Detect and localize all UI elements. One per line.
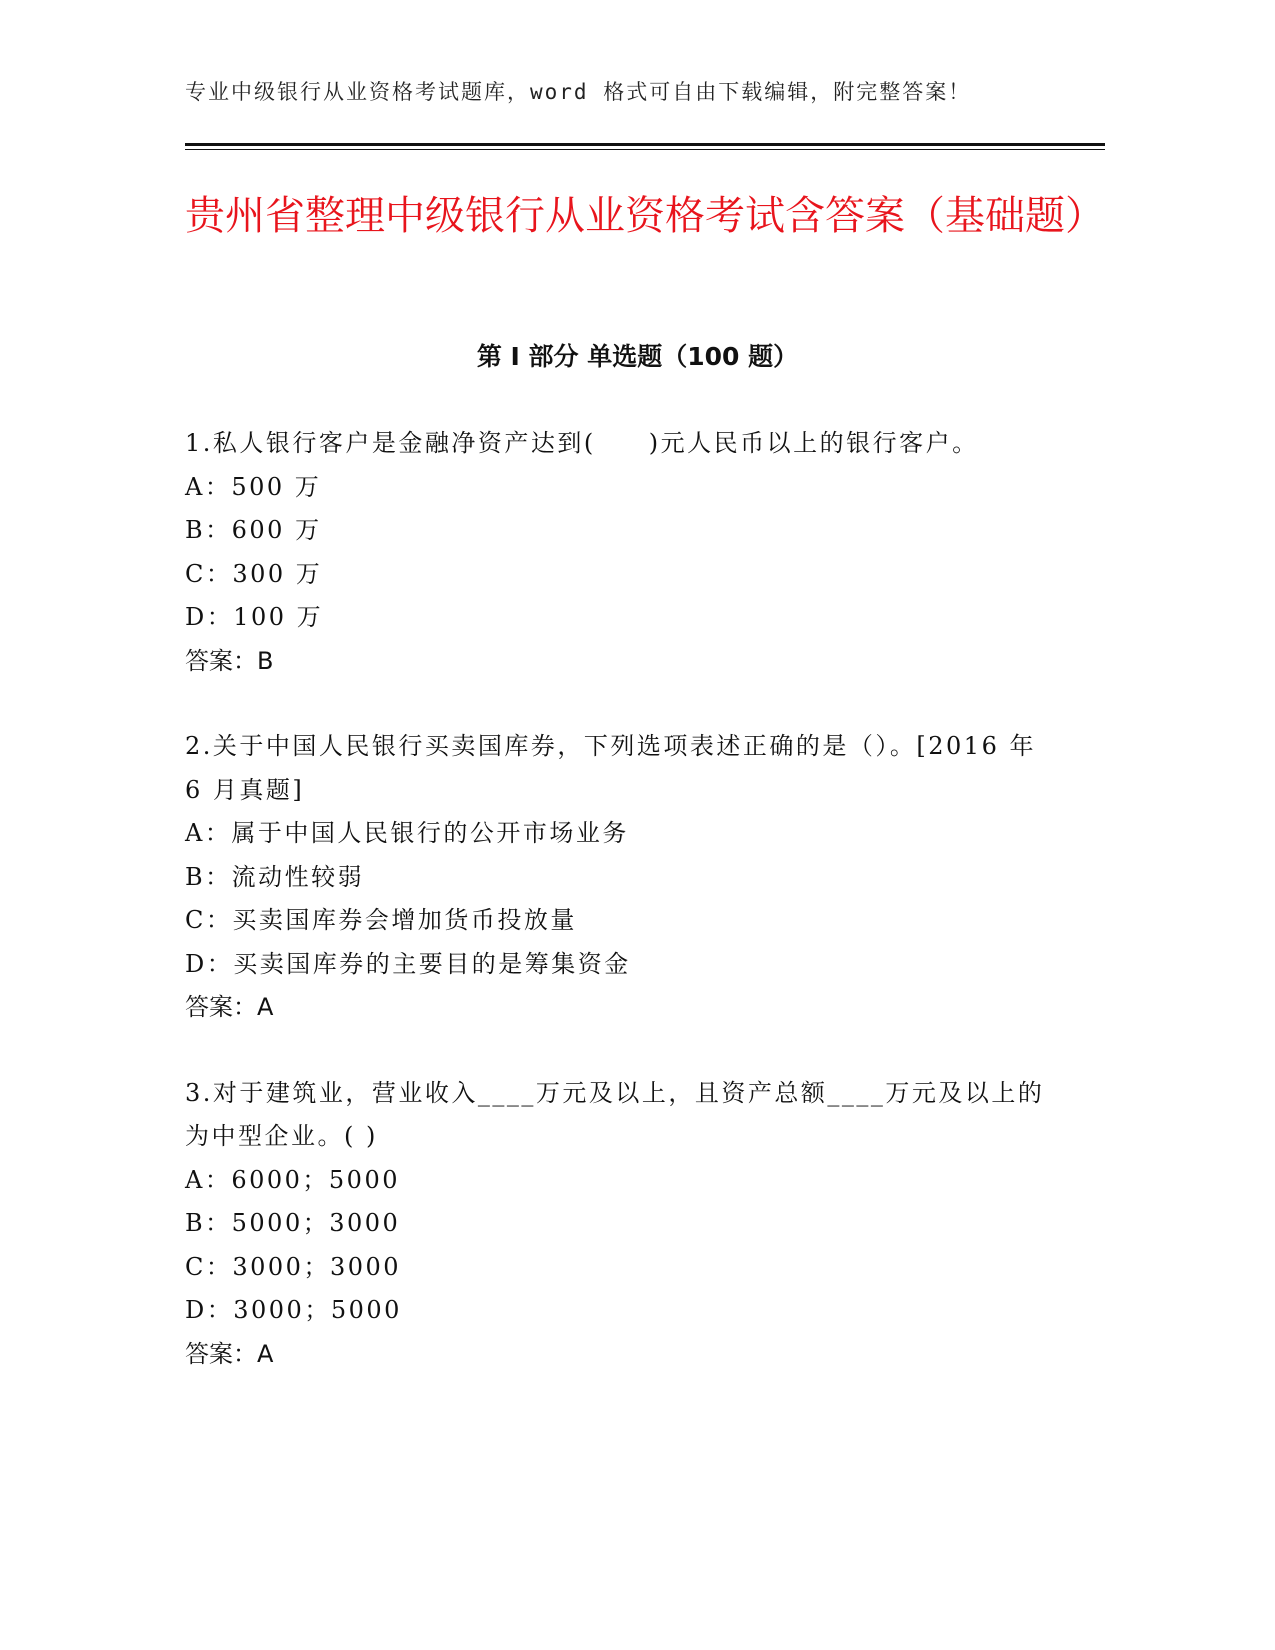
answer: 答案：A — [185, 1339, 274, 1368]
question-stem: 3.对于建筑业，营业收入____万元及以上，且资产总额____万元及以上的为中型企业。( ) — [185, 1078, 1045, 1150]
option-c: C：300 万 — [185, 559, 323, 588]
header-note: 专业中级银行从业资格考试题库，word 格式可自由下载编辑，附完整答案！ — [185, 80, 972, 104]
question-1 — [185, 422, 1045, 683]
option-c: C：买卖国库券会增加货币投放量 — [185, 906, 577, 934]
answer: 答案：A — [185, 993, 274, 1021]
document-title: 贵州省整理中级银行从业资格考试含答案（基础题） — [185, 193, 1105, 239]
option-d: D：100 万 — [185, 603, 324, 631]
question-list — [185, 422, 1045, 1418]
option-a: A：500 万 — [185, 472, 322, 501]
option-d: D：买卖国库券的主要目的是筹集资金 — [185, 949, 631, 978]
question-stem: 2.关于中国人民银行买卖国库券，下列选项表述正确的是（）。[2016 年 6 月真题] — [185, 732, 1036, 804]
option-a: A：属于中国人民银行的公开市场业务 — [185, 819, 629, 847]
option-b: B：600 万 — [185, 516, 322, 544]
option-c: C：3000；3000 — [185, 1252, 402, 1281]
question-3 — [185, 1072, 1045, 1377]
option-d: D：3000；5000 — [185, 1296, 402, 1324]
option-b: B：5000；3000 — [185, 1209, 401, 1237]
answer: 答案：B — [185, 646, 274, 675]
section-title: 第 I 部分 单选题（100 题） — [476, 342, 799, 371]
option-b: B：流动性较弱 — [185, 862, 365, 891]
header-rule-thin — [185, 149, 1105, 150]
header-rule-thick — [185, 143, 1105, 146]
question-stem: 1.私人银行客户是金融净资产达到( )元人民币以上的银行客户。 — [185, 429, 979, 457]
option-a: A：6000；5000 — [185, 1165, 400, 1194]
question-2 — [185, 725, 1045, 1030]
